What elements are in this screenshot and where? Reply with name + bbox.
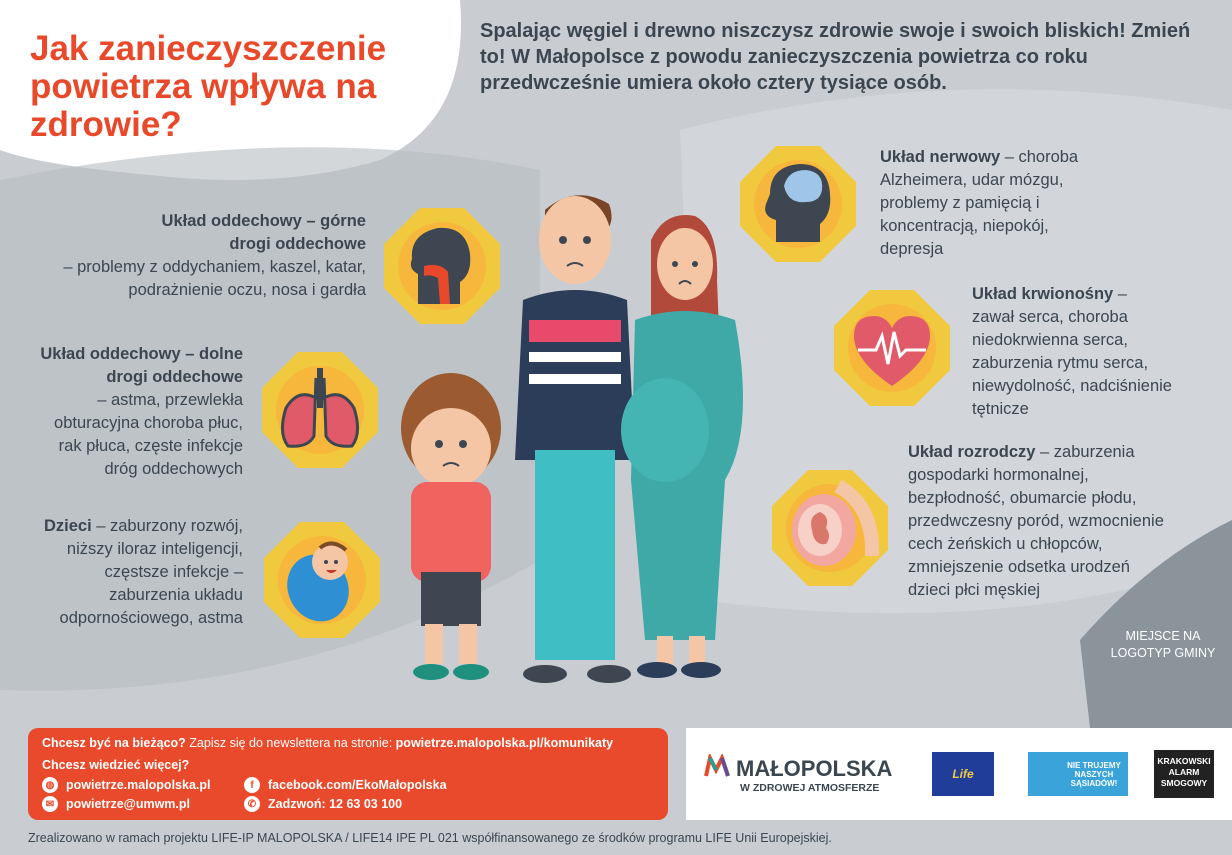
- topic-upper-respiratory: [60, 210, 366, 302]
- newsletter-row: [42, 736, 613, 750]
- project-note: Zrealizowano w ramach projektu LIFE-IP MALOPOLSKA / LIFE14 IPE PL 021 współfinansowanego ze środków programu LIFE Unii Europejskiej.: [28, 831, 832, 845]
- partner-logos: [686, 728, 1232, 820]
- municipality-logo-placeholder: MIEJSCE NA LOGOTYP GMINY: [1110, 629, 1216, 660]
- topic-heading: Układ oddechowy – dolne drogi oddechowe: [40, 345, 243, 386]
- topic-lower-respiratory: [30, 343, 243, 481]
- nie-trujemy-text: NIE TRUJEMY NASZYCH SĄSIADÓW!: [1067, 760, 1121, 788]
- globe-icon: ◍: [42, 777, 58, 793]
- topic-text: – zawał serca, choroba niedokrwienna serca, zaburzenia rytmu serca, niewydolność, nadciśnienie tętnicze: [972, 285, 1172, 418]
- phone-text[interactable]: Zadzwoń: 12 63 03 100: [268, 797, 403, 811]
- topic-heading: Dzieci: [43, 517, 92, 535]
- newsletter-question: Chcesz być na bieżąco?: [42, 736, 186, 750]
- intro-text: Spalając węgiel i drewno niszczysz zdrowie swoje i swoich bliskich! Zmień to! W Małopolsce z powodu zanieczyszczenia powietrza co roku przedwcześnie umiera około cztery tysiące osób.: [480, 20, 1191, 94]
- nie-trujemy-logo: [1028, 752, 1128, 796]
- website-link[interactable]: powietrze.malopolska.pl: [66, 778, 211, 792]
- heart-icon: [830, 286, 954, 410]
- facebook-link[interactable]: facebook.com/EkoMałopolska: [268, 778, 447, 792]
- newsletter-text: Zapisz się do newslettera na stronie:: [189, 736, 393, 750]
- malopolska-logo-subtitle: W ZDROWEJ ATMOSFERZE: [740, 782, 880, 794]
- website-contact[interactable]: [42, 777, 210, 793]
- more-info-row: [42, 758, 189, 772]
- topic-heading: Układ oddechowy – górne drogi oddechowe: [161, 212, 366, 253]
- topic-heading: Układ krwionośny: [972, 285, 1114, 303]
- father-figure: [515, 195, 635, 683]
- topic-circulatory: [972, 283, 1172, 421]
- phone-icon: ✆: [244, 796, 260, 812]
- topic-heading: Układ nerwowy: [880, 148, 1001, 166]
- life-logo-text: Life: [952, 767, 974, 781]
- malopolska-logo-title: MAŁOPOLSKA: [736, 756, 893, 781]
- more-info-question: Chcesz wiedzieć więcej?: [42, 758, 190, 772]
- lungs-icon: [258, 348, 382, 472]
- boy-figure: [401, 373, 501, 680]
- email-contact[interactable]: [42, 796, 190, 812]
- krakowski-alarm-logo: [1154, 750, 1214, 798]
- fetus-icon: [768, 466, 892, 590]
- topic-text: – choroba Alzheimera, udar mózgu, problemy z pamięcią i koncentracją, niepokój, depresja: [880, 148, 1079, 258]
- topic-nervous: [880, 146, 1100, 261]
- krakowski-alarm-text: KRAKOWSKI ALARM SMOGOWY: [1157, 756, 1211, 788]
- topic-text: – astma, przewlekła obturacyjna choroba płuc, rak płuca, częste infekcje dróg oddechowych: [54, 391, 243, 478]
- topic-children: [40, 515, 243, 630]
- facebook-contact[interactable]: [244, 777, 447, 793]
- topic-text: – zaburzenia gospodarki hormonalnej, bezpłodność, obumarcie płodu, przedwczesny poród, wzmocnienie cech żeńskich u chłopców, zmniejszenie odsetka urodzeń dzieci płci męskiej: [908, 443, 1164, 599]
- page-title: Jak zanieczyszczenie powietrza wpływa na zdrowie?: [30, 29, 387, 144]
- topic-text: – problemy z oddychaniem, kaszel, katar, podrażnienie oczu, nosa i gardła: [63, 258, 366, 299]
- malopolska-logo-icon: [704, 754, 730, 778]
- newsletter-link[interactable]: powietrze.malopolska.pl/komunikaty: [395, 736, 614, 750]
- topic-text: – zaburzony rozwój, niższy iloraz inteligencji, częstsze infekcje – zaburzenia układu odpornościowego, astma: [59, 517, 243, 627]
- topic-heading: Układ rozrodczy: [908, 443, 1036, 461]
- mail-icon: ✉: [42, 796, 58, 812]
- phone-contact[interactable]: [244, 796, 402, 812]
- baby-icon: [260, 518, 384, 642]
- family-illustration: [395, 180, 775, 700]
- life-eu-logo: [932, 752, 994, 796]
- contact-box: [28, 728, 668, 820]
- mother-figure: [621, 215, 743, 678]
- email-link[interactable]: powietrze@umwm.pl: [66, 797, 191, 811]
- facebook-icon: f: [244, 777, 260, 793]
- topic-reproductive: [908, 441, 1173, 602]
